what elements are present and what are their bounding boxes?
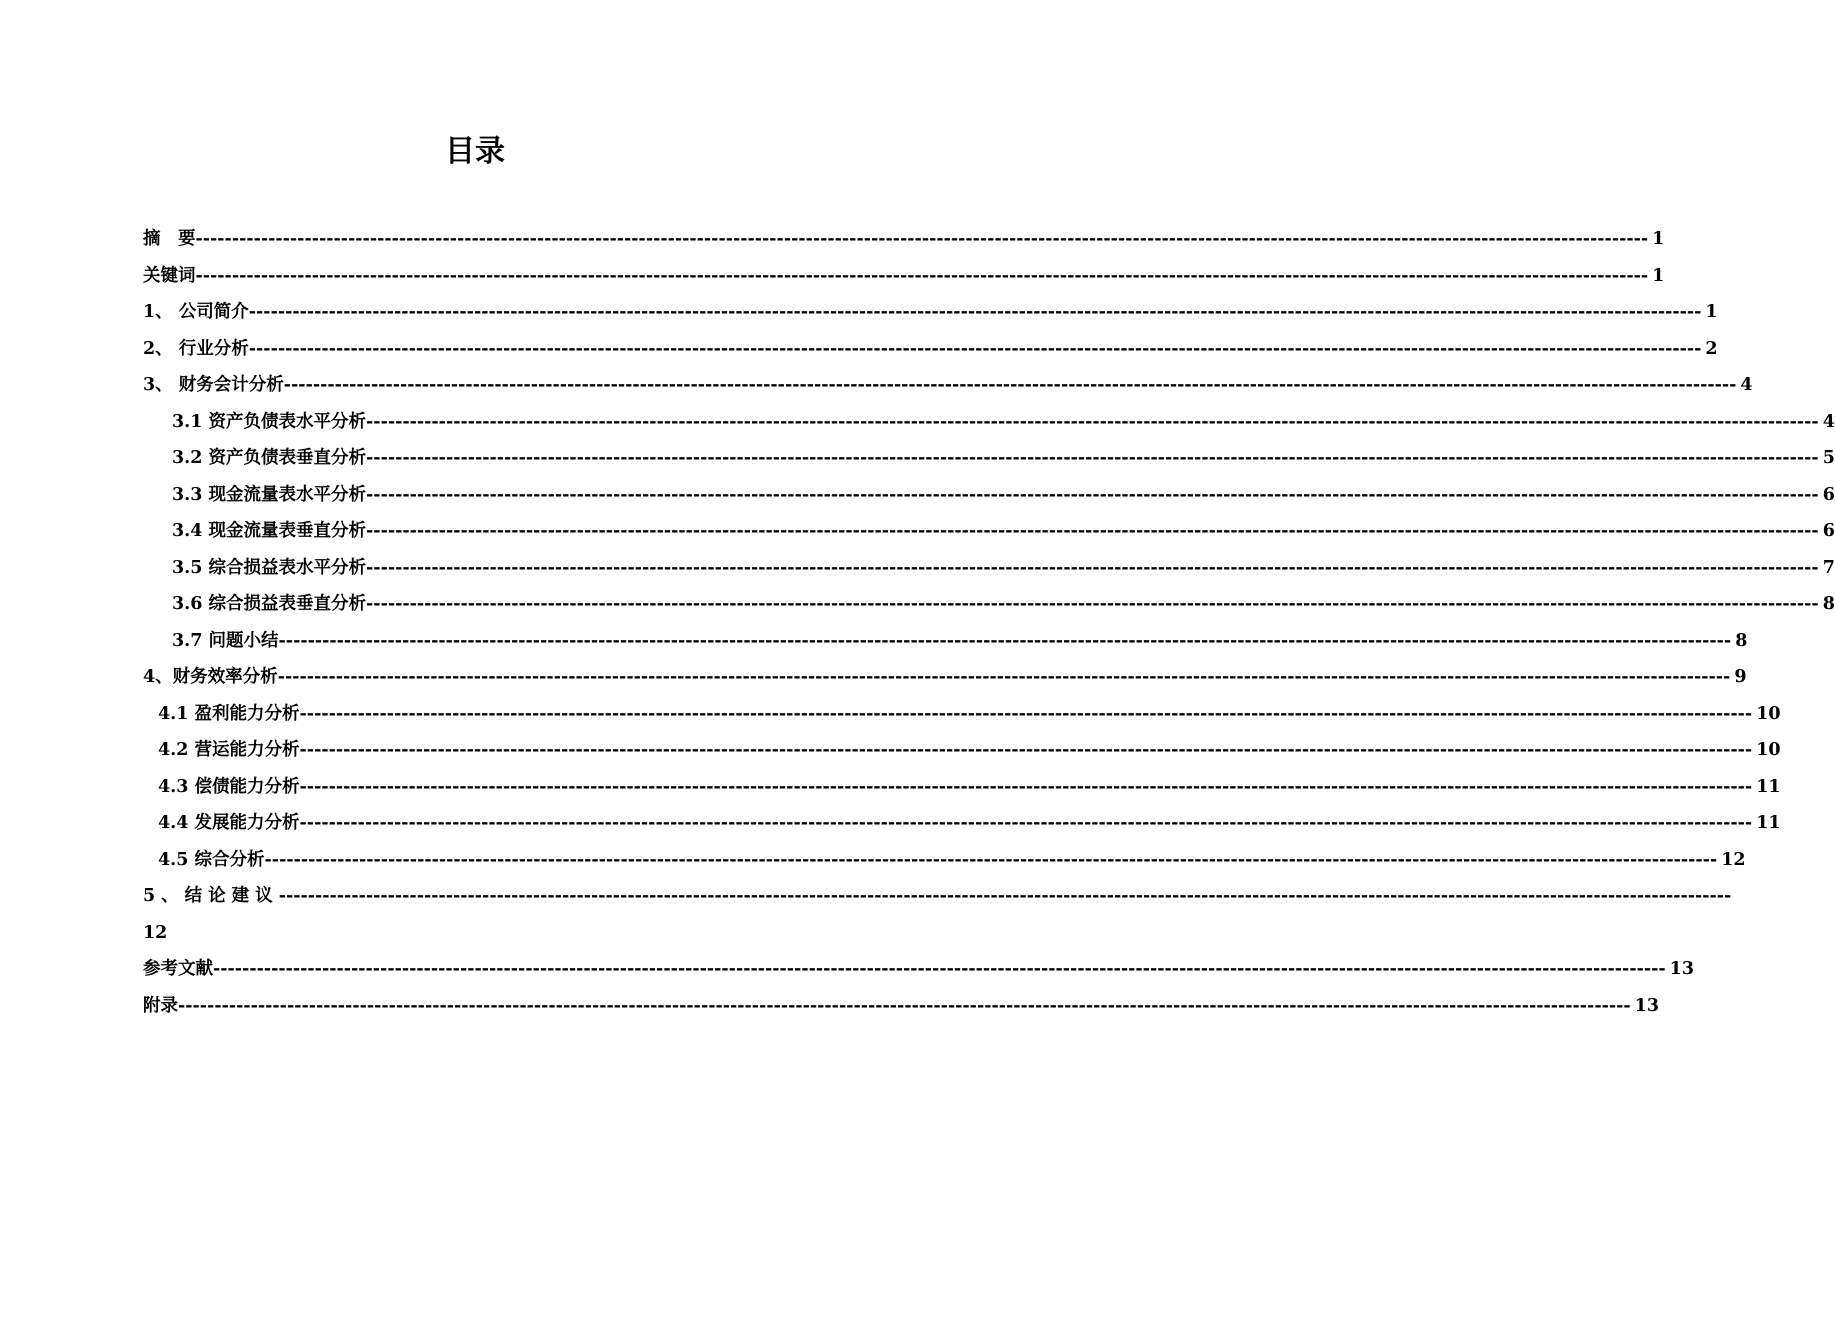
toc-entry-page: 10 bbox=[1756, 740, 1781, 760]
toc-entry-label: 4.3 偿债能力分析 bbox=[158, 777, 300, 797]
toc-leader-dots: -------------------------------------------------------------------------------------------------------------------------------------------------------------------------------------------------------- bbox=[366, 412, 1819, 432]
toc-entry[interactable] bbox=[143, 991, 1659, 1021]
toc-entry-label: 参考文献 bbox=[143, 959, 213, 979]
toc-leader-dots: -------------------------------------------------------------------------------------------------------------------------------------------------------------------------------------------------------- bbox=[264, 850, 1718, 870]
toc-entry-label: 4.4 发展能力分析 bbox=[158, 813, 300, 833]
toc-entry-page: 13 bbox=[1634, 996, 1659, 1016]
toc-entry[interactable] bbox=[158, 699, 1781, 729]
toc-leader-dots: -------------------------------------------------------------------------------------------------------------------------------------------------------------------------------------------------------- bbox=[366, 521, 1819, 541]
toc-entry[interactable] bbox=[143, 954, 1694, 984]
toc-leader-dots: -------------------------------------------------------------------------------------------------------------------------------------------------------------------------------------------------------- bbox=[366, 448, 1819, 468]
toc-entry-page: 12 bbox=[1721, 850, 1746, 870]
toc-leader-dots: -------------------------------------------------------------------------------------------------------------------------------------------------------------------------------------------------------- bbox=[299, 777, 1753, 797]
toc-leader-dots: -------------------------------------------------------------------------------------------------------------------------------------------------------------------------------------------------------- bbox=[213, 959, 1666, 979]
toc-entry-label: 5、结论建议 bbox=[143, 886, 279, 906]
toc-leader-dots: -------------------------------------------------------------------------------------------------------------------------------------------------------------------------------------------------------- bbox=[195, 266, 1649, 286]
toc-entry-page: 4 bbox=[1822, 412, 1835, 432]
toc-leader-dots: -------------------------------------------------------------------------------------------------------------------------------------------------------------------------------------------------------- bbox=[248, 339, 1702, 359]
toc-leader-dots: -------------------------------------------------------------------------------------------------------------------------------------------------------------------------------------------------------- bbox=[366, 558, 1819, 578]
toc-entry[interactable] bbox=[143, 261, 1665, 291]
toc-entry-label: 3.1 资产负债表水平分析 bbox=[172, 412, 367, 432]
toc-entry[interactable] bbox=[172, 480, 1835, 510]
page-title: 目录 bbox=[445, 134, 505, 169]
toc-entry-page: 2 bbox=[1705, 339, 1718, 359]
toc-entry[interactable] bbox=[158, 808, 1781, 838]
toc-leader-dots: -------------------------------------------------------------------------------------------------------------------------------------------------------------------------------------------------------- bbox=[283, 375, 1737, 395]
toc-leader-dots: -------------------------------------------------------------------------------------------------------------------------------------------------------------------------------------------------------- bbox=[278, 631, 1732, 651]
toc-leader-dots: -------------------------------------------------------------------------------------------------------------------------------------------------------------------------------------------------------- bbox=[277, 667, 1731, 687]
toc-entry-label: 附录 bbox=[143, 996, 178, 1016]
toc-entry[interactable] bbox=[143, 224, 1665, 254]
toc-entry-page: 5 bbox=[1822, 448, 1835, 468]
toc-entry-page: 11 bbox=[1756, 813, 1781, 833]
toc-entry[interactable] bbox=[143, 297, 1718, 327]
toc-leader-dots: -------------------------------------------------------------------------------------------------------------------------------------------------------------------------------------------------------- bbox=[178, 996, 1631, 1016]
toc-entry-page: 6 bbox=[1822, 485, 1835, 505]
toc-entry-label: 3、 财务会计分析 bbox=[143, 375, 284, 395]
toc-entry-page: 13 bbox=[1669, 959, 1694, 979]
toc-entry-page: 11 bbox=[1756, 777, 1781, 797]
toc-entry[interactable] bbox=[172, 553, 1835, 583]
toc-entry[interactable] bbox=[172, 516, 1835, 546]
toc-entry[interactable] bbox=[158, 735, 1781, 765]
toc-leader-dots: -------------------------------------------------------------------------------------------------------------------------------------------------------------------------------------------------------- bbox=[299, 813, 1753, 833]
toc-entry-page: 9 bbox=[1734, 667, 1747, 687]
toc-entry-page: 8 bbox=[1735, 631, 1748, 651]
toc-entry[interactable] bbox=[172, 443, 1835, 473]
toc-entry-label: 3.4 现金流量表垂直分析 bbox=[172, 521, 367, 541]
toc-entry[interactable] bbox=[172, 407, 1835, 437]
toc-entry[interactable] bbox=[143, 881, 1732, 911]
toc-entry-label: 3.2 资产负债表垂直分析 bbox=[172, 448, 367, 468]
toc-entry-label: 关键词 bbox=[143, 266, 196, 286]
toc-entry-label: 4、财务效率分析 bbox=[143, 667, 278, 687]
toc-entry-label: 3.5 综合损益表水平分析 bbox=[172, 558, 367, 578]
toc-entry-label: 摘 要 bbox=[143, 229, 196, 249]
toc-entry-page: 1 bbox=[1705, 302, 1718, 322]
toc-leader-dots: -------------------------------------------------------------------------------------------------------------------------------------------------------------------------------------------------------- bbox=[195, 229, 1649, 249]
toc-entry-page: 8 bbox=[1822, 594, 1835, 614]
toc-entry-label: 1、 公司简介 bbox=[143, 302, 249, 322]
toc-leader-dots: -------------------------------------------------------------------------------------------------------------------------------------------------------------------------------------------------------- bbox=[366, 594, 1819, 614]
toc-entry[interactable] bbox=[172, 589, 1835, 619]
toc-entry-label: 3.7 问题小结 bbox=[172, 631, 279, 651]
toc-leader-dots: -------------------------------------------------------------------------------------------------------------------------------------------------------------------------------------------------------- bbox=[299, 704, 1753, 724]
toc-entry[interactable] bbox=[158, 772, 1781, 802]
toc-leader-dots: -------------------------------------------------------------------------------------------------------------------------------------------------------------------------------------------------------- bbox=[366, 485, 1819, 505]
toc-entry[interactable] bbox=[143, 370, 1753, 400]
toc-entry-page: 10 bbox=[1756, 704, 1781, 724]
toc-entry[interactable] bbox=[143, 662, 1747, 692]
toc-entry-page: 1 bbox=[1652, 229, 1665, 249]
toc-entry[interactable] bbox=[172, 626, 1748, 656]
toc-entry-label: 2、 行业分析 bbox=[143, 339, 249, 359]
toc-entry-label: 4.5 综合分析 bbox=[158, 850, 265, 870]
toc-leader-dots: -------------------------------------------------------------------------------------------------------------------------------------------------------------------------------------------------------- bbox=[299, 740, 1753, 760]
toc-entry[interactable] bbox=[158, 845, 1746, 875]
toc-entry[interactable] bbox=[143, 334, 1718, 364]
toc-entry-label: 3.3 现金流量表水平分析 bbox=[172, 485, 367, 505]
toc-entry-page: 1 bbox=[1652, 266, 1665, 286]
toc-entry-label: 4.2 营运能力分析 bbox=[158, 740, 300, 760]
toc-leader-dots: -------------------------------------------------------------------------------------------------------------------------------------------------------------------------------------------------------- bbox=[248, 302, 1702, 322]
toc-entry-page: 7 bbox=[1822, 558, 1835, 578]
toc-entry-page: 6 bbox=[1822, 521, 1835, 541]
toc-entry-page: 4 bbox=[1740, 375, 1753, 395]
toc-entry-label: 4.1 盈利能力分析 bbox=[158, 704, 300, 724]
toc-entry-page: 12 bbox=[143, 923, 168, 943]
toc-leader-dots: -------------------------------------------------------------------------------------------------------------------------------------------------------------------------------------------------------- bbox=[278, 886, 1732, 906]
toc-entry-label: 3.6 综合损益表垂直分析 bbox=[172, 594, 367, 614]
